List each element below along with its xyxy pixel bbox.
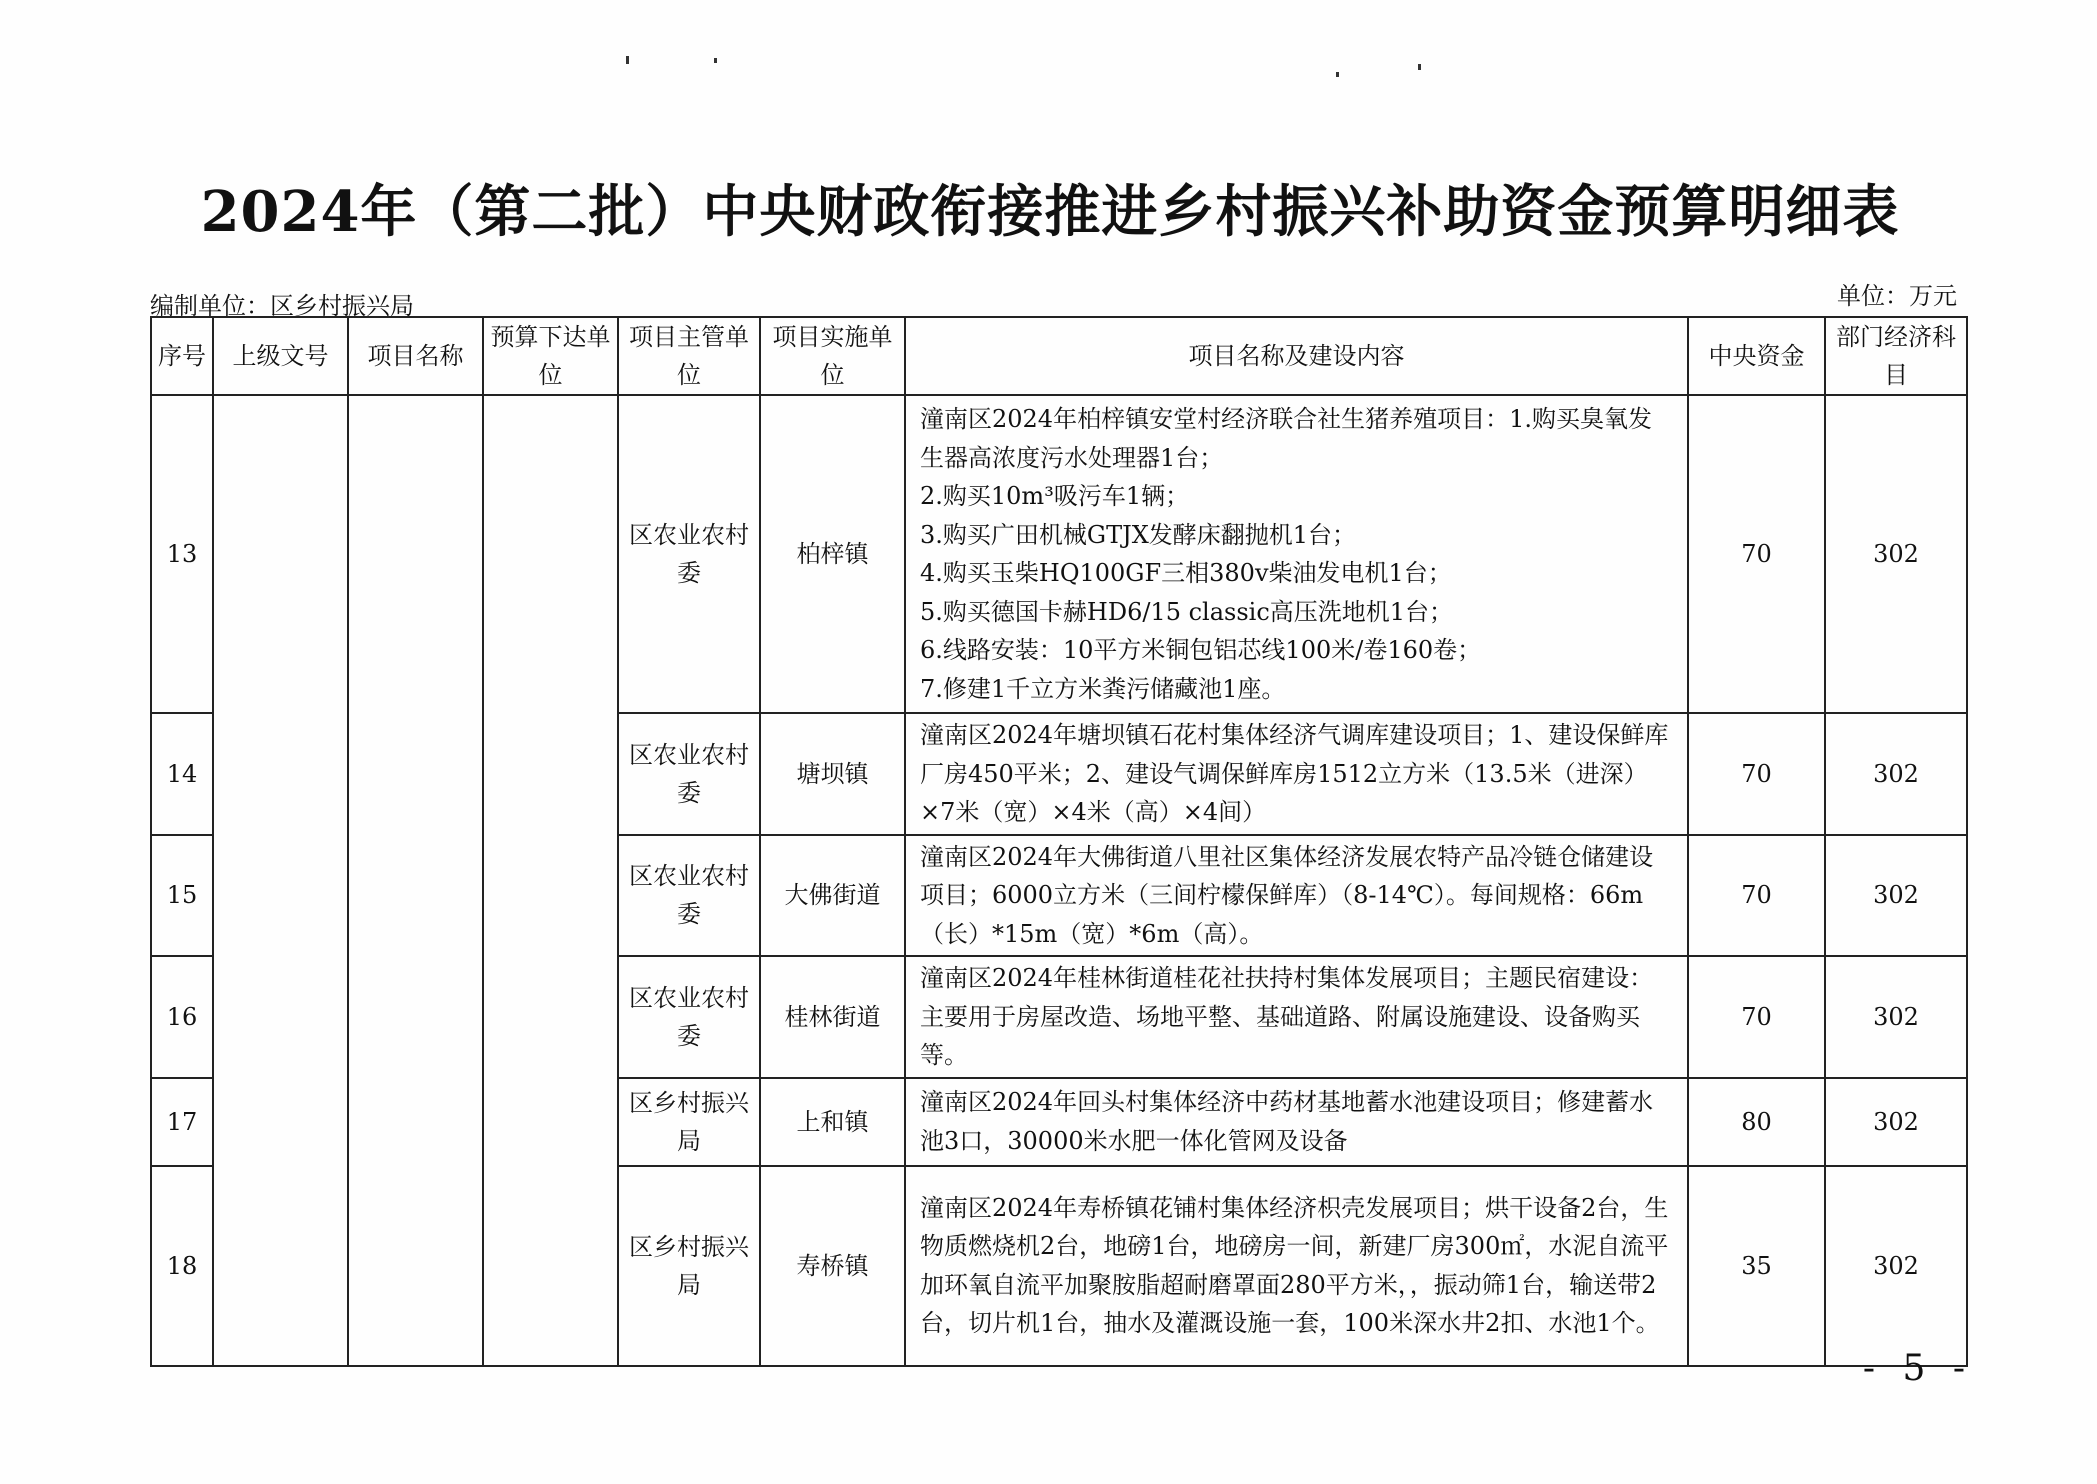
cell-content xyxy=(905,395,1688,713)
cell-manager: 区农业农村委 xyxy=(618,835,760,957)
cell-implementer: 柏梓镇 xyxy=(760,395,905,713)
cell-subject: 302 xyxy=(1825,1078,1967,1166)
cell-project-name xyxy=(348,395,483,1366)
content-line: 潼南区2024年柏梓镇安堂村经济联合社生猪养殖项目：1.购买臭氧发生器高浓度污水处理器1台； xyxy=(920,405,1652,472)
cell-subject: 302 xyxy=(1825,956,1967,1078)
cell-subject: 302 xyxy=(1825,835,1967,957)
cell-content xyxy=(905,956,1688,1078)
content-line: 潼南区2024年塘坝镇石花村集体经济气调库建设项目；1、建设保鲜库厂房450平米；2、建设气调保鲜库房1512立方米（13.5米（进深）×7米（宽）×4米（高）×4间） xyxy=(920,721,1669,826)
scan-speck xyxy=(1418,64,1421,70)
content-line: 4.购买玉柴HQ100GF三相380v柴油发电机1台； xyxy=(920,559,1452,587)
cell-seq: 16 xyxy=(151,956,213,1078)
cell-content xyxy=(905,1078,1688,1166)
cell-manager: 区农业农村委 xyxy=(618,713,760,835)
scan-speck xyxy=(1336,72,1339,77)
header-funds: 中央资金 xyxy=(1688,317,1825,395)
cell-seq: 15 xyxy=(151,835,213,957)
cell-funds: 80 xyxy=(1688,1078,1825,1166)
header-content: 项目名称及建设内容 xyxy=(905,317,1688,395)
header-subject: 部门经济科目 xyxy=(1825,317,1967,395)
content-line: 5.购买德国卡赫HD6/15 classic高压洗地机1台； xyxy=(920,597,1454,626)
header-project-name: 项目名称 xyxy=(348,317,483,395)
cell-manager: 区农业农村委 xyxy=(618,956,760,1078)
scan-speck xyxy=(626,56,629,64)
cell-implementer: 塘坝镇 xyxy=(760,713,905,835)
page-number: - 5 - xyxy=(1862,1348,1973,1389)
document-title: 2024年（第二批）中央财政衔接推进乡村振兴补助资金预算明细表 xyxy=(200,179,1900,245)
cell-manager: 区乡村振兴局 xyxy=(618,1166,760,1366)
content-line: 2.购买10m³吸污车1辆； xyxy=(920,482,1190,510)
cell-funds: 70 xyxy=(1688,713,1825,835)
cell-seq: 18 xyxy=(151,1166,213,1366)
cell-content xyxy=(905,835,1688,957)
header-doc-no: 上级文号 xyxy=(213,317,348,395)
scan-speck xyxy=(714,58,717,63)
cell-doc-no xyxy=(213,395,348,1366)
header-budget-unit: 预算下达单位 xyxy=(483,317,618,395)
cell-funds: 70 xyxy=(1688,956,1825,1078)
currency-unit: 单位：万元 xyxy=(1837,282,1957,310)
cell-content xyxy=(905,713,1688,835)
cell-manager: 区乡村振兴局 xyxy=(618,1078,760,1166)
cell-funds: 70 xyxy=(1688,395,1825,713)
cell-content xyxy=(905,1166,1688,1366)
content-line: 6.线路安装：10平方米铜包铝芯线100米/卷160卷； xyxy=(920,636,1482,664)
cell-implementer: 寿桥镇 xyxy=(760,1166,905,1366)
compiler-unit: 编制单位：区乡村振兴局 xyxy=(150,292,414,320)
table-header-row xyxy=(151,317,1967,395)
cell-subject: 302 xyxy=(1825,395,1967,713)
header-seq: 序号 xyxy=(151,317,213,395)
cell-funds: 35 xyxy=(1688,1166,1825,1366)
content-line: 潼南区2024年寿桥镇花铺村集体经济枳壳发展项目；烘干设备2台，生物质燃烧机2台，地磅1台，地磅房一间，新建厂房300㎡，水泥自流平加环氧自流平加聚胺脂超耐磨罩面280平方米，，振动筛1台，输送带2台，切片机1台，抽水及灌溉设施一套，100米深水井2扣、水池1个。 xyxy=(920,1193,1669,1337)
content-line: 7.修建1千立方米粪污储藏池1座。 xyxy=(920,674,1286,703)
cell-funds: 70 xyxy=(1688,835,1825,957)
cell-seq: 17 xyxy=(151,1078,213,1166)
cell-subject: 302 xyxy=(1825,713,1967,835)
cell-seq: 14 xyxy=(151,713,213,835)
content-line: 3.购买广田机械GTJX发酵床翻抛机1台； xyxy=(920,520,1357,549)
header-manager: 项目主管单位 xyxy=(618,317,760,395)
cell-implementer: 上和镇 xyxy=(760,1078,905,1166)
header-implementer: 项目实施单位 xyxy=(760,317,905,395)
table-row xyxy=(151,395,1967,713)
content-line: 潼南区2024年桂林街道桂花社扶持村集体发展项目；主题民宿建设：主要用于房屋改造、场地平整、基础道路、附属设施建设、设备购买等。 xyxy=(920,964,1654,1069)
cell-seq: 13 xyxy=(151,395,213,713)
cell-subject: 302 xyxy=(1825,1166,1967,1366)
content-line: 潼南区2024年大佛街道八里社区集体经济发展农特产品冷链仓储建设项目；6000立方米（三间柠檬保鲜库）（8-14℃）。每间规格：66m（长）*15m（宽）*6m（高）。 xyxy=(920,842,1654,948)
budget-table xyxy=(150,316,1968,1367)
cell-implementer: 大佛街道 xyxy=(760,835,905,957)
cell-budget-unit xyxy=(483,395,618,1366)
content-line: 潼南区2024年回头村集体经济中药材基地蓄水池建设项目；修建蓄水池3口，30000米水肥一体化管网及设备 xyxy=(920,1088,1654,1155)
cell-implementer: 桂林街道 xyxy=(760,956,905,1078)
cell-manager: 区农业农村委 xyxy=(618,395,760,713)
